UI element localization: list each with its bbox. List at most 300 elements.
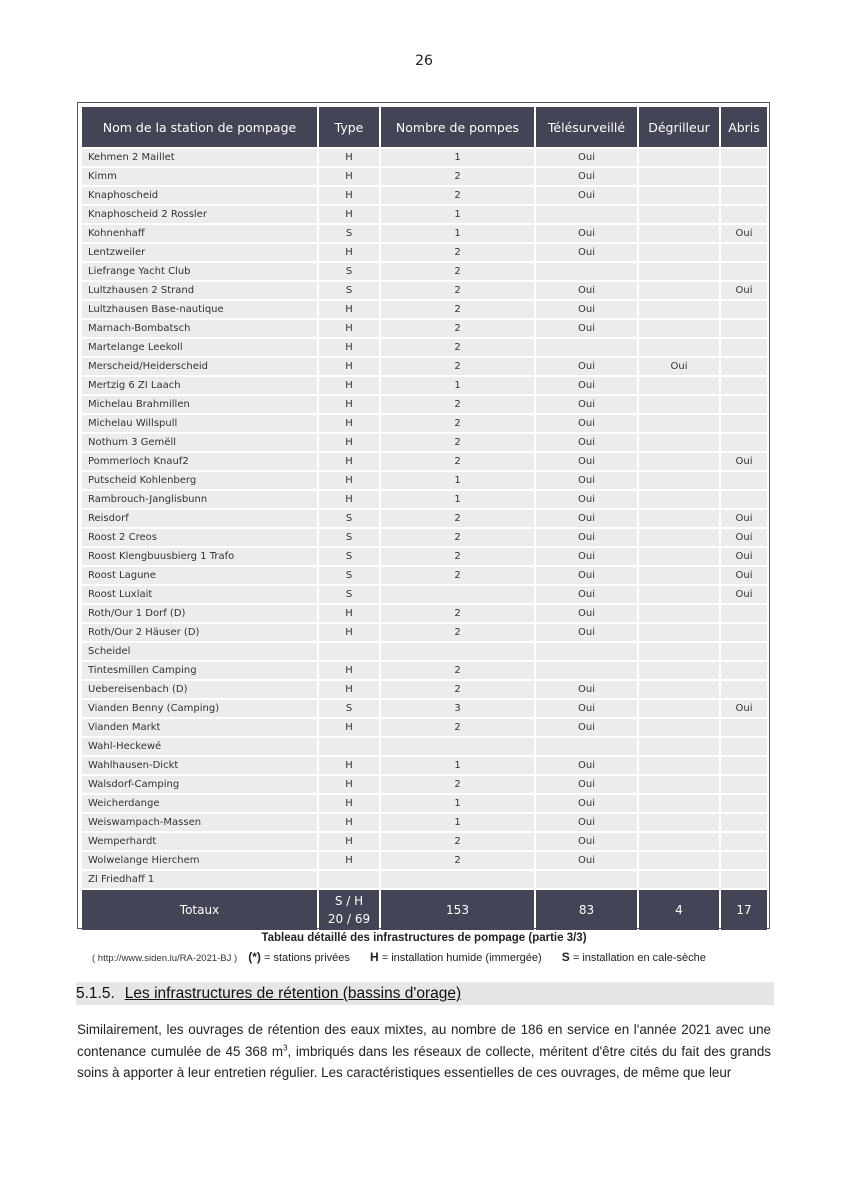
- table-row: [82, 852, 767, 869]
- cell-pump-count: 2: [381, 776, 534, 793]
- cell-screen: [639, 871, 719, 888]
- cell-remote-monitored: Oui: [536, 168, 637, 185]
- cell-remote-monitored: Oui: [536, 700, 637, 717]
- cell-type: H: [319, 795, 379, 812]
- cell-remote-monitored: Oui: [536, 605, 637, 622]
- cell-remote-monitored: [536, 339, 637, 356]
- cell-remote-monitored: Oui: [536, 510, 637, 527]
- cell-screen: [639, 795, 719, 812]
- cell-station-name: Walsdorf-Camping: [82, 776, 317, 793]
- header-pump-count: Nombre de pompes: [381, 107, 534, 147]
- totals-type-line1: S / H: [334, 894, 364, 908]
- cell-shelter: [721, 681, 767, 698]
- cell-station-name: Kohnenhaff: [82, 225, 317, 242]
- cell-remote-monitored: Oui: [536, 852, 637, 869]
- cell-pump-count: 2: [381, 320, 534, 337]
- cell-station-name: Vianden Markt: [82, 719, 317, 736]
- cell-remote-monitored: Oui: [536, 757, 637, 774]
- cell-pump-count: 2: [381, 434, 534, 451]
- cell-shelter: [721, 871, 767, 888]
- header-shelter: Abris: [721, 107, 767, 147]
- cell-shelter: [721, 377, 767, 394]
- table-row: [82, 415, 767, 432]
- cell-shelter: [721, 168, 767, 185]
- cell-shelter: Oui: [721, 567, 767, 584]
- table-header-row: [82, 107, 767, 147]
- table-row: [82, 206, 767, 223]
- cell-remote-monitored: [536, 643, 637, 660]
- cell-remote-monitored: [536, 206, 637, 223]
- cell-shelter: [721, 415, 767, 432]
- cell-type: H: [319, 320, 379, 337]
- cell-station-name: ZI Friedhaff 1: [82, 871, 317, 888]
- cell-station-name: Lultzhausen 2 Strand: [82, 282, 317, 299]
- table-row: [82, 757, 767, 774]
- page-number: 26: [415, 53, 433, 69]
- cell-remote-monitored: Oui: [536, 567, 637, 584]
- header-screen: Dégrilleur: [639, 107, 719, 147]
- table-row: [82, 168, 767, 185]
- cell-shelter: [721, 662, 767, 679]
- cell-station-name: Lentzweiler: [82, 244, 317, 261]
- cell-type: [319, 738, 379, 755]
- cell-shelter: [721, 244, 767, 261]
- cell-shelter: Oui: [721, 700, 767, 717]
- cell-shelter: Oui: [721, 529, 767, 546]
- table-row: [82, 187, 767, 204]
- cell-shelter: [721, 814, 767, 831]
- table-caption: Tableau détaillé des infrastructures de pompage (partie 3/3): [261, 932, 587, 944]
- header-remote-monitored: Télésurveillé: [536, 107, 637, 147]
- cell-pump-count: 2: [381, 719, 534, 736]
- cell-station-name: Michelau Brahmillen: [82, 396, 317, 413]
- cell-type: S: [319, 700, 379, 717]
- cell-remote-monitored: Oui: [536, 415, 637, 432]
- table-row: [82, 225, 767, 242]
- cell-pump-count: [381, 643, 534, 660]
- totals-type-line2: 20 / 69: [327, 912, 371, 926]
- cell-station-name: Wemperhardt: [82, 833, 317, 850]
- cell-remote-monitored: Oui: [536, 377, 637, 394]
- cell-remote-monitored: Oui: [536, 396, 637, 413]
- cell-shelter: [721, 434, 767, 451]
- cell-type: H: [319, 719, 379, 736]
- cell-remote-monitored: Oui: [536, 681, 637, 698]
- table-row: [82, 301, 767, 318]
- cell-screen: [639, 529, 719, 546]
- cell-remote-monitored: Oui: [536, 624, 637, 641]
- paragraph-part2: , imbriqués dans les réseaux de collecte, méritent d'être cités du fait des grands soins à apporter à leur entretien régulier. Les caractéristiques essentielles de ces ouvrages, de même que leur: [77, 1043, 771, 1080]
- cell-shelter: [721, 396, 767, 413]
- cell-screen: [639, 453, 719, 470]
- cell-pump-count: 2: [381, 833, 534, 850]
- section-title: Les infrastructures de rétention (bassins d'orage): [124, 985, 462, 1002]
- cell-screen: [639, 434, 719, 451]
- cell-screen: [639, 244, 719, 261]
- cell-remote-monitored: Oui: [536, 795, 637, 812]
- cell-pump-count: 1: [381, 491, 534, 508]
- cell-shelter: [721, 206, 767, 223]
- cell-station-name: Roost Luxlait: [82, 586, 317, 603]
- cell-screen: [639, 681, 719, 698]
- cell-screen: [639, 472, 719, 489]
- cell-remote-monitored: Oui: [536, 187, 637, 204]
- cell-screen: [639, 225, 719, 242]
- cell-type: H: [319, 453, 379, 470]
- cell-station-name: Uebereisenbach (D): [82, 681, 317, 698]
- totals-pump-count: 153: [381, 890, 534, 930]
- cell-shelter: [721, 320, 767, 337]
- cell-station-name: Wahl-Heckewé: [82, 738, 317, 755]
- cell-screen: [639, 548, 719, 565]
- cell-remote-monitored: Oui: [536, 149, 637, 166]
- totals-type: [319, 890, 379, 930]
- cell-screen: [639, 263, 719, 280]
- cell-station-name: Wahlhausen-Dickt: [82, 757, 317, 774]
- cell-pump-count: 2: [381, 529, 534, 546]
- cell-screen: [639, 567, 719, 584]
- pumping-stations-table: [80, 105, 769, 932]
- table-row: [82, 149, 767, 166]
- cell-shelter: Oui: [721, 510, 767, 527]
- body-paragraph: [77, 1019, 771, 1084]
- cell-screen: [639, 339, 719, 356]
- cell-screen: [639, 738, 719, 755]
- table-row: [82, 282, 767, 299]
- cell-pump-count: 2: [381, 358, 534, 375]
- cell-pump-count: 2: [381, 605, 534, 622]
- cell-shelter: [721, 719, 767, 736]
- cell-shelter: Oui: [721, 548, 767, 565]
- cell-screen: [639, 833, 719, 850]
- cell-screen: [639, 586, 719, 603]
- table-row: [82, 833, 767, 850]
- cell-shelter: [721, 339, 767, 356]
- cell-type: H: [319, 339, 379, 356]
- s-text: = installation en cale-sèche: [569, 952, 706, 964]
- cell-station-name: Nothum 3 Gemëll: [82, 434, 317, 451]
- cell-pump-count: 2: [381, 263, 534, 280]
- table-row: [82, 624, 767, 641]
- cell-station-name: Knaphoscheid 2 Rossler: [82, 206, 317, 223]
- cell-station-name: Roth/Our 2 Häuser (D): [82, 624, 317, 641]
- cell-station-name: Roost Lagune: [82, 567, 317, 584]
- table-legend: [92, 950, 772, 964]
- source-link[interactable]: ( http://www.siden.lu/RA-2021-BJ ): [92, 953, 238, 964]
- cell-station-name: Martelange Leekoll: [82, 339, 317, 356]
- cell-remote-monitored: [536, 662, 637, 679]
- cell-shelter: [721, 263, 767, 280]
- cell-station-name: Roth/Our 1 Dorf (D): [82, 605, 317, 622]
- cell-remote-monitored: Oui: [536, 719, 637, 736]
- cell-type: H: [319, 472, 379, 489]
- cell-pump-count: [381, 586, 534, 603]
- table-row: [82, 776, 767, 793]
- cell-screen: [639, 510, 719, 527]
- cell-station-name: Michelau Willspull: [82, 415, 317, 432]
- cell-station-name: Knaphoscheid: [82, 187, 317, 204]
- cell-screen: [639, 757, 719, 774]
- header-station-name: Nom de la station de pompage: [82, 107, 317, 147]
- cell-screen: [639, 282, 719, 299]
- cell-shelter: Oui: [721, 282, 767, 299]
- cell-type: S: [319, 510, 379, 527]
- table-row: [82, 263, 767, 280]
- pumping-stations-table-frame: [77, 102, 770, 929]
- cell-type: H: [319, 681, 379, 698]
- cell-pump-count: 1: [381, 814, 534, 831]
- cell-type: H: [319, 852, 379, 869]
- table-row: [82, 586, 767, 603]
- cell-shelter: [721, 149, 767, 166]
- cell-screen: [639, 624, 719, 641]
- cell-pump-count: 2: [381, 282, 534, 299]
- cell-shelter: [721, 643, 767, 660]
- table-row: [82, 795, 767, 812]
- table-row: [82, 339, 767, 356]
- cell-screen: [639, 168, 719, 185]
- cell-type: S: [319, 225, 379, 242]
- table-row: [82, 529, 767, 546]
- cell-pump-count: 1: [381, 377, 534, 394]
- cell-remote-monitored: Oui: [536, 548, 637, 565]
- cell-station-name: Merscheid/Heiderscheid: [82, 358, 317, 375]
- cell-type: H: [319, 415, 379, 432]
- cell-type: S: [319, 529, 379, 546]
- cell-remote-monitored: [536, 263, 637, 280]
- cell-remote-monitored: Oui: [536, 244, 637, 261]
- cell-pump-count: [381, 738, 534, 755]
- cell-pump-count: 2: [381, 244, 534, 261]
- totals-label: Totaux: [82, 890, 317, 930]
- cell-remote-monitored: Oui: [536, 472, 637, 489]
- cell-pump-count: 2: [381, 852, 534, 869]
- cell-type: H: [319, 244, 379, 261]
- cell-type: H: [319, 833, 379, 850]
- paragraph-superscript: 3: [283, 1043, 288, 1053]
- cell-remote-monitored: Oui: [536, 225, 637, 242]
- paragraph-part1: Similairement, les ouvrages de rétention des eaux mixtes, au nombre de 186 en service en l'année 2021 avec une contenance cumulée de 45 368 m: [77, 1022, 771, 1059]
- cell-screen: [639, 643, 719, 660]
- cell-remote-monitored: Oui: [536, 586, 637, 603]
- cell-shelter: [721, 852, 767, 869]
- section-number: 5.1.5.: [76, 985, 115, 1002]
- totals-row: [82, 890, 767, 930]
- totals-screen: 4: [639, 890, 719, 930]
- cell-remote-monitored: Oui: [536, 529, 637, 546]
- cell-screen: [639, 320, 719, 337]
- table-row: [82, 681, 767, 698]
- header-type: Type: [319, 107, 379, 147]
- table-row: [82, 377, 767, 394]
- cell-pump-count: 2: [381, 624, 534, 641]
- table-row: [82, 434, 767, 451]
- table-row: [82, 472, 767, 489]
- cell-station-name: Lultzhausen Base-nautique: [82, 301, 317, 318]
- table-row: [82, 738, 767, 755]
- cell-pump-count: 1: [381, 206, 534, 223]
- cell-pump-count: 3: [381, 700, 534, 717]
- table-row: [82, 719, 767, 736]
- cell-remote-monitored: [536, 738, 637, 755]
- cell-type: S: [319, 263, 379, 280]
- cell-screen: [639, 187, 719, 204]
- cell-type: H: [319, 358, 379, 375]
- cell-pump-count: 2: [381, 168, 534, 185]
- cell-pump-count: 1: [381, 472, 534, 489]
- cell-type: H: [319, 814, 379, 831]
- cell-type: H: [319, 187, 379, 204]
- cell-station-name: Vianden Benny (Camping): [82, 700, 317, 717]
- cell-station-name: Marnach-Bombatsch: [82, 320, 317, 337]
- cell-shelter: [721, 776, 767, 793]
- cell-pump-count: 1: [381, 149, 534, 166]
- cell-pump-count: 2: [381, 187, 534, 204]
- cell-screen: [639, 206, 719, 223]
- table-row: [82, 605, 767, 622]
- table-row: [82, 814, 767, 831]
- cell-type: H: [319, 662, 379, 679]
- cell-pump-count: 1: [381, 795, 534, 812]
- cell-type: H: [319, 776, 379, 793]
- cell-station-name: Scheidel: [82, 643, 317, 660]
- cell-shelter: [721, 833, 767, 850]
- cell-pump-count: 2: [381, 567, 534, 584]
- cell-shelter: Oui: [721, 225, 767, 242]
- cell-remote-monitored: Oui: [536, 833, 637, 850]
- cell-station-name: Weicherdange: [82, 795, 317, 812]
- cell-type: H: [319, 301, 379, 318]
- cell-shelter: [721, 605, 767, 622]
- table-body: [82, 149, 767, 888]
- cell-type: S: [319, 282, 379, 299]
- table-row: [82, 567, 767, 584]
- h-text: = installation humide (immergée): [378, 952, 542, 964]
- cell-remote-monitored: Oui: [536, 282, 637, 299]
- cell-screen: [639, 491, 719, 508]
- table-row: [82, 700, 767, 717]
- cell-remote-monitored: Oui: [536, 453, 637, 470]
- table-row: [82, 320, 767, 337]
- table-row: [82, 244, 767, 261]
- table-row: [82, 548, 767, 565]
- cell-station-name: Wolwelange Hierchem: [82, 852, 317, 869]
- table-row: [82, 453, 767, 470]
- cell-shelter: Oui: [721, 453, 767, 470]
- cell-screen: [639, 662, 719, 679]
- cell-type: S: [319, 548, 379, 565]
- cell-remote-monitored: Oui: [536, 814, 637, 831]
- cell-type: S: [319, 567, 379, 584]
- cell-shelter: [721, 624, 767, 641]
- cell-pump-count: 2: [381, 548, 534, 565]
- cell-screen: [639, 377, 719, 394]
- cell-screen: [639, 719, 719, 736]
- cell-shelter: [721, 795, 767, 812]
- cell-pump-count: 2: [381, 339, 534, 356]
- s-symbol: S: [561, 950, 570, 964]
- cell-station-name: Liefrange Yacht Club: [82, 263, 317, 280]
- table-row: [82, 662, 767, 679]
- cell-station-name: Rambrouch-Janglisbunn: [82, 491, 317, 508]
- cell-screen: [639, 415, 719, 432]
- cell-type: [319, 643, 379, 660]
- cell-station-name: Kehmen 2 Maillet: [82, 149, 317, 166]
- h-symbol: H: [370, 950, 379, 964]
- cell-pump-count: [381, 871, 534, 888]
- cell-type: H: [319, 206, 379, 223]
- table-row: [82, 643, 767, 660]
- cell-pump-count: 2: [381, 396, 534, 413]
- cell-station-name: Roost 2 Creos: [82, 529, 317, 546]
- cell-pump-count: 2: [381, 415, 534, 432]
- cell-type: H: [319, 491, 379, 508]
- totals-remote-monitored: 83: [536, 890, 637, 930]
- cell-screen: [639, 814, 719, 831]
- cell-remote-monitored: Oui: [536, 776, 637, 793]
- cell-station-name: Tintesmillen Camping: [82, 662, 317, 679]
- cell-remote-monitored: Oui: [536, 320, 637, 337]
- cell-screen: [639, 301, 719, 318]
- cell-station-name: Kimm: [82, 168, 317, 185]
- cell-pump-count: 1: [381, 757, 534, 774]
- cell-shelter: [721, 757, 767, 774]
- cell-type: [319, 871, 379, 888]
- table-row: [82, 871, 767, 888]
- table-row: [82, 396, 767, 413]
- cell-remote-monitored: Oui: [536, 301, 637, 318]
- cell-remote-monitored: Oui: [536, 358, 637, 375]
- cell-type: S: [319, 586, 379, 603]
- cell-pump-count: 2: [381, 301, 534, 318]
- cell-station-name: Putscheid Kohlenberg: [82, 472, 317, 489]
- cell-remote-monitored: Oui: [536, 491, 637, 508]
- cell-type: H: [319, 396, 379, 413]
- private-symbol: (*): [248, 950, 261, 964]
- cell-shelter: [721, 491, 767, 508]
- private-text: = stations privées: [260, 952, 350, 964]
- cell-type: H: [319, 624, 379, 641]
- cell-screen: [639, 149, 719, 166]
- totals-shelter: 17: [721, 890, 767, 930]
- cell-shelter: [721, 187, 767, 204]
- cell-type: H: [319, 605, 379, 622]
- cell-type: H: [319, 168, 379, 185]
- cell-screen: [639, 396, 719, 413]
- cell-station-name: Reisdorf: [82, 510, 317, 527]
- cell-screen: Oui: [639, 358, 719, 375]
- cell-shelter: [721, 472, 767, 489]
- cell-pump-count: 2: [381, 453, 534, 470]
- cell-station-name: Roost Klengbuusbierg 1 Trafo: [82, 548, 317, 565]
- cell-type: H: [319, 377, 379, 394]
- cell-remote-monitored: Oui: [536, 434, 637, 451]
- section-heading: [76, 985, 461, 1003]
- cell-screen: [639, 852, 719, 869]
- cell-shelter: [721, 301, 767, 318]
- cell-screen: [639, 605, 719, 622]
- cell-pump-count: 2: [381, 510, 534, 527]
- cell-shelter: [721, 358, 767, 375]
- cell-type: H: [319, 434, 379, 451]
- cell-pump-count: 1: [381, 225, 534, 242]
- cell-type: H: [319, 149, 379, 166]
- table-row: [82, 491, 767, 508]
- cell-remote-monitored: [536, 871, 637, 888]
- cell-type: H: [319, 757, 379, 774]
- cell-shelter: Oui: [721, 586, 767, 603]
- cell-screen: [639, 700, 719, 717]
